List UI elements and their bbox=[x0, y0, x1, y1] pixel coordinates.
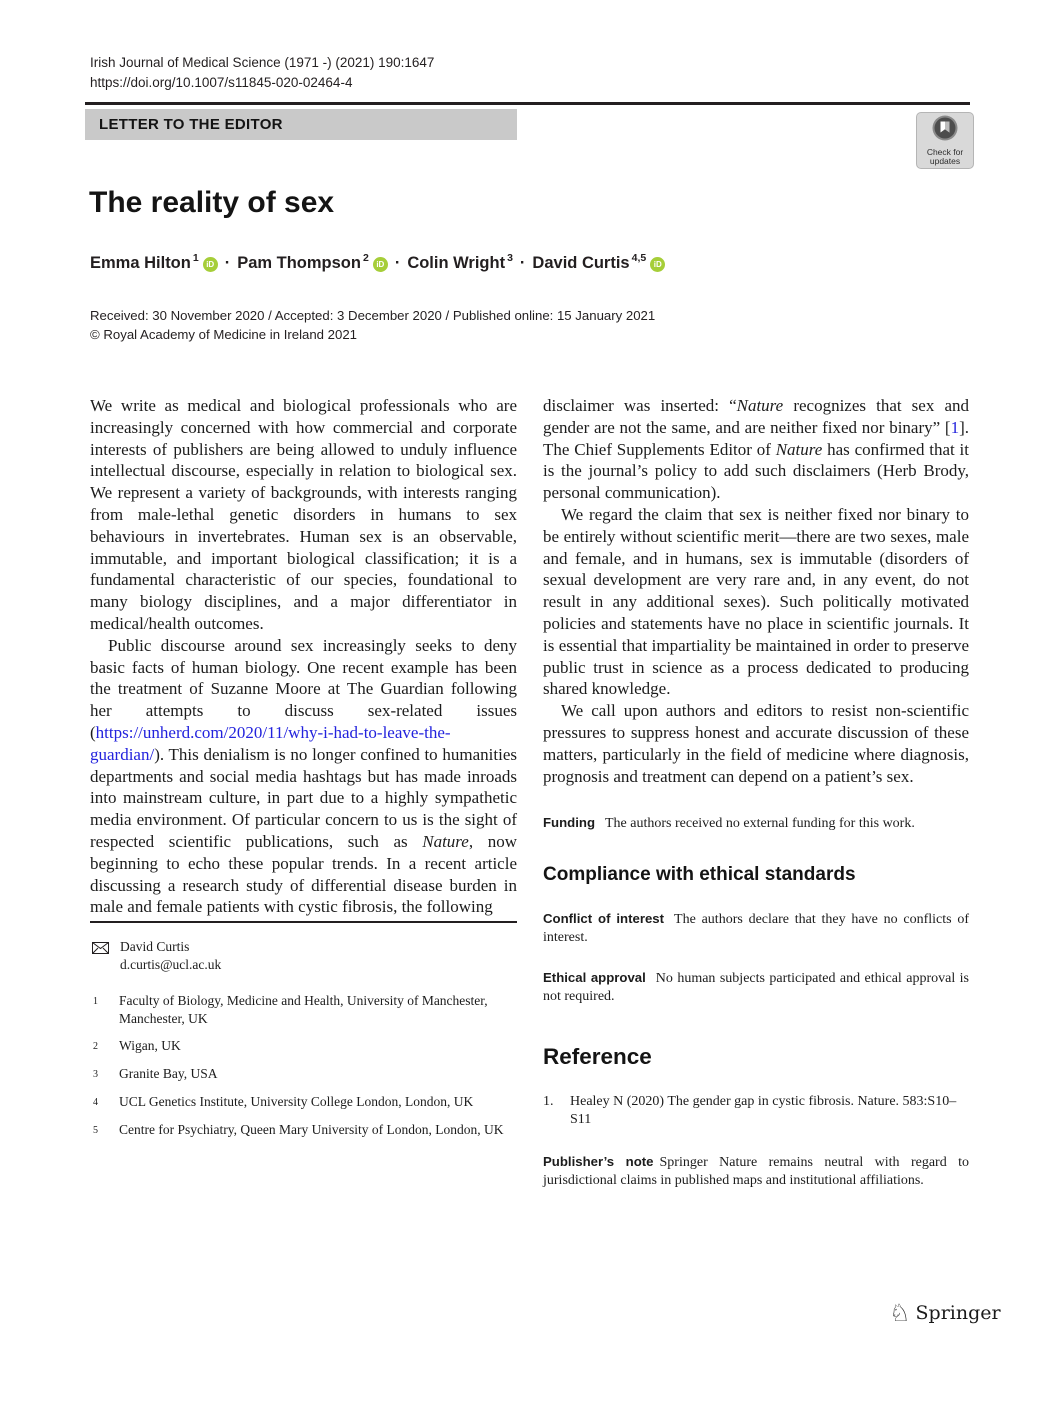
springer-wordmark: Springer bbox=[915, 1302, 1001, 1324]
affiliation-text: UCL Genetics Institute, University College London, London, UK bbox=[119, 1093, 474, 1109]
body-paragraph bbox=[90, 635, 517, 918]
affiliation-text: Granite Bay, USA bbox=[119, 1065, 218, 1081]
affiliation-text: Faculty of Biology, Medicine and Health, University of Manchester, Manchester, UK bbox=[119, 993, 488, 1026]
corresponding-author-name: David Curtis bbox=[120, 939, 190, 954]
publisher-note bbox=[543, 1153, 969, 1191]
footnote-rule bbox=[90, 921, 517, 923]
reference-number: 1. bbox=[543, 1093, 554, 1109]
author-name: Emma Hilton bbox=[90, 253, 191, 272]
affiliation-number: 4 bbox=[93, 1096, 98, 1108]
reference-item bbox=[543, 1093, 969, 1130]
affiliation-item bbox=[90, 1065, 517, 1084]
author-name: Colin Wright bbox=[407, 253, 506, 272]
check-for-updates-label: Check for updates bbox=[926, 147, 964, 166]
right-column bbox=[543, 395, 969, 1191]
affiliation-text: Centre for Psychiatry, Queen Mary University of London, London, UK bbox=[119, 1121, 504, 1137]
text-run: We write as medical and biological professionals who are increasingly concerned with how commercial and corporate interests of publishers are being allowed to unduly influence intellectual discourse, especially in relation to biological sex. We represent a variety of backgrounds, with interests ranging from male-lethal genetic disorders in humans to sex behaviours in invertebrates. Human sex is an observable, immutable, and important biological classification; it is a fundamental characteristic of our species, foundational to many biology disciplines, and a major differentiator in medical/health outcomes. bbox=[90, 396, 517, 633]
masthead bbox=[90, 53, 434, 93]
corresponding-author bbox=[120, 938, 221, 973]
affiliation-number: 1 bbox=[93, 996, 98, 1007]
author-separator: · bbox=[519, 253, 526, 272]
funding-label: Funding bbox=[543, 815, 595, 831]
text-run: We call upon authors and editors to resist non-scientific pressures to suppress honest and accurate discussion of these matters, particularly in the field of medicine where diagnosis, prognosis and treatment can depend on a patient’s sex. bbox=[543, 701, 969, 786]
author-separator: · bbox=[394, 253, 401, 272]
check-for-updates-badge[interactable] bbox=[916, 112, 974, 169]
doi-link[interactable]: https://doi.org/10.1007/s11845-020-02464-4 bbox=[90, 75, 353, 90]
ethical-approval-note bbox=[543, 969, 969, 1007]
text-run: ]. The Chief Supplements Editor of bbox=[543, 417, 969, 459]
publisher-note-text: Springer Nature remains neutral with regard to jurisdictional claims in published maps and institutional affiliations. bbox=[543, 1154, 970, 1189]
text-run: has confirmed that it is the journal’s policy to add such disclaimers (Herb Brody, personal communication). bbox=[543, 439, 969, 503]
author-name: David Curtis bbox=[532, 253, 630, 272]
springer-logo bbox=[889, 1301, 1001, 1325]
affiliation-number: 2 bbox=[93, 1040, 98, 1052]
footnote-block bbox=[90, 921, 517, 1139]
author-list bbox=[90, 252, 665, 273]
author bbox=[237, 254, 388, 272]
affiliation-item bbox=[90, 1121, 517, 1140]
conflict-text: The authors declare that they have no conflicts of interest. bbox=[543, 911, 970, 946]
article-history bbox=[90, 306, 655, 344]
text-run: Public discourse around sex increasingly seeks to deny basic facts of human biology. One recent example has been the treatment of Suzanne Moore at The Guardian following her attempts to discuss sex-related issues ( bbox=[90, 635, 517, 742]
left-column bbox=[90, 395, 517, 918]
corresponding-author-email[interactable]: d.curtis@ucl.ac.uk bbox=[120, 956, 222, 972]
text-run: recognizes that sex and gender are not the same, and are neither fixed nor binary” [ bbox=[543, 396, 969, 437]
text-run: Nature bbox=[736, 396, 784, 415]
affiliation-item bbox=[90, 1037, 517, 1056]
text-run: ). This denialism is no longer confined to humanities departments and social media hashtags but has made inroads into mainstream culture, in part due to a highly sympathetic media environment. Of particular concern to us is the sight of respected scientific publications, such as bbox=[90, 744, 517, 851]
text-run: We regard the claim that sex is neither fixed nor binary to be entirely without scientific merit—there are two sexes, male and female, and in humans, sex is immutable (disorders of sexual development are very rare and, in any event, do not result in any additional sexes). Such politically motivated policies and statements have no place in scientific journals. It is essential that impartiality be maintained in order to preserve public trust in science as a process dedicated to producing shared knowledge. bbox=[543, 504, 969, 699]
funding-note bbox=[543, 814, 969, 834]
author bbox=[90, 254, 218, 272]
affiliation-item bbox=[90, 992, 517, 1027]
conflict-label: Conflict of interest bbox=[543, 910, 665, 926]
reference-text: Healey N (2020) The gender gap in cystic fibrosis. Nature. 583:S10–S11 bbox=[570, 1093, 957, 1128]
author-separator: · bbox=[224, 253, 231, 272]
text-run: Nature bbox=[775, 439, 823, 459]
text-run: , now beginning to echo these popular trends. In a recent article discussing a research study of differential disease burden in male and female patients with cystic fibrosis, the following bbox=[90, 831, 517, 917]
ethical-text: No human subjects participated and ethical approval is not required. bbox=[543, 970, 969, 1005]
author-affiliation-superscript: 4,5 bbox=[631, 252, 647, 264]
body-paragraph bbox=[543, 395, 969, 504]
header-rule bbox=[85, 102, 970, 105]
compliance-heading: Compliance with ethical standards bbox=[543, 863, 856, 885]
affiliation-list bbox=[90, 992, 517, 1139]
copyright-line: © Royal Academy of Medicine in Ireland 2021 bbox=[90, 327, 358, 342]
body-paragraph bbox=[90, 395, 517, 635]
author-affiliation-superscript: 1 bbox=[192, 252, 199, 264]
hyperlink[interactable]: https://unherd.com/2020/11/why-i-had-to-leave-the-guardian/ bbox=[90, 722, 451, 764]
springer-knight-icon: ♘ bbox=[889, 1299, 911, 1327]
text-run: Nature bbox=[422, 831, 469, 851]
article-type-badge: LETTER TO THE EDITOR bbox=[85, 109, 517, 140]
publisher-note-label: Publisher’s note bbox=[543, 1153, 654, 1169]
text-run: disclaimer was inserted: “ bbox=[543, 396, 737, 415]
affiliation-number: 3 bbox=[93, 1068, 98, 1080]
body-paragraph bbox=[543, 504, 969, 700]
article-title: The reality of sex bbox=[89, 186, 335, 219]
hyperlink[interactable]: 1 bbox=[950, 417, 960, 437]
author bbox=[407, 254, 513, 272]
funding-text: The authors received no external funding for this work. bbox=[605, 816, 915, 832]
right-column-paragraphs bbox=[543, 395, 969, 787]
correspondence-block bbox=[92, 938, 517, 973]
affiliation-text: Wigan, UK bbox=[119, 1037, 181, 1053]
ethical-label: Ethical approval bbox=[543, 969, 646, 985]
left-column-paragraphs bbox=[90, 395, 517, 918]
orcid-icon[interactable]: iD bbox=[650, 257, 665, 272]
received-line: Received: 30 November 2020 / Accepted: 3 December 2020 / Published online: 15 January 2021 bbox=[90, 308, 656, 323]
conflict-of-interest-note bbox=[543, 910, 969, 948]
envelope-icon bbox=[92, 938, 109, 973]
author-affiliation-superscript: 2 bbox=[362, 252, 369, 264]
orcid-icon[interactable]: iD bbox=[203, 257, 218, 272]
affiliation-item bbox=[90, 1093, 517, 1112]
affiliation-number: 5 bbox=[93, 1124, 98, 1136]
journal-citation-line: Irish Journal of Medical Science (1971 -) (2021) 190:1647 bbox=[90, 55, 435, 70]
author bbox=[532, 254, 665, 272]
crossmark-icon bbox=[932, 115, 958, 146]
author-affiliation-superscript: 3 bbox=[507, 252, 513, 264]
author-name: Pam Thompson bbox=[237, 253, 361, 272]
body-paragraph bbox=[543, 700, 969, 787]
reference-heading: Reference bbox=[543, 1043, 652, 1069]
orcid-icon[interactable]: iD bbox=[373, 257, 388, 272]
